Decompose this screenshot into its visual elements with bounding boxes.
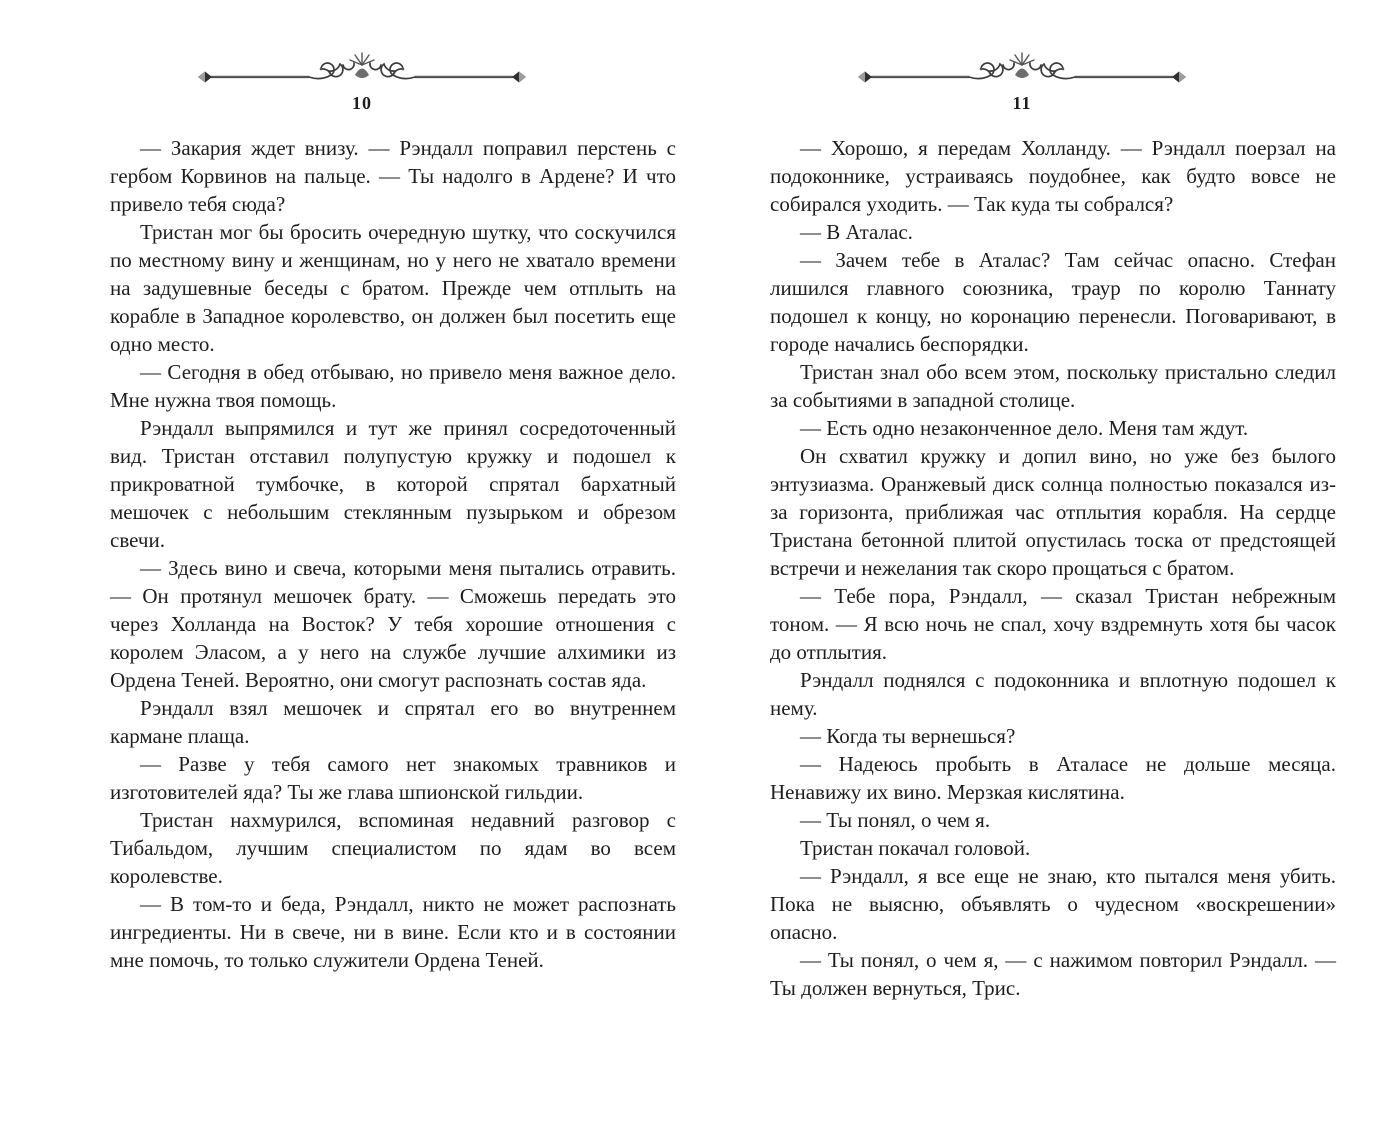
page-number: 11 <box>1012 93 1032 113</box>
paragraph: Он схватил кружку и допил вино, но уже без былого энтузиазма. Оранжевый диск солнца полностью показался из-за горизонта, приближая час отплытия корабля. На сердце Тристана бетонной плитой опустилась тоска от предстоящей встречи и нежелания так скоро прощаться с братом. <box>770 444 1336 580</box>
paragraph: — Рэндалл, я все еще не знаю, кто пытался меня убить. Пока не выясню, объявлять о чудесном «воскрешении» опасно. <box>770 864 1336 944</box>
paragraph: — Хорошо, я передам Холланду. — Рэндалл поерзал на подоконнике, устраиваясь поудобнее, как будто вовсе не собирался уходить. — Так куда ты собрался? <box>770 136 1336 216</box>
paragraph: Тристан мог бы бросить очередную шутку, что соскучился по местному вину и женщинам, но у него не хватало времени на задушевные беседы с братом. Прежде чем отплыть на корабле в Западное королевство, он должен был посетить еще одно место. <box>110 220 676 356</box>
paragraph: — Зачем тебе в Аталас? Там сейчас опасно. Стефан лишился главного союзника, траур по королю Таннату подошел к концу, но коронацию перенесли. Поговаривают, в городе начались беспорядки. <box>770 248 1336 356</box>
page-header <box>197 50 527 113</box>
page-text <box>110 134 676 974</box>
paragraph: Тристан нахмурился, вспоминая недавний разговор с Тибальдом, лучшим специалистом по ядам во всем королевстве. <box>110 808 676 888</box>
paragraph: — Здесь вино и свеча, которыми меня пытались отравить. — Он протянул мешочек брату. — Сможешь передать это через Холланда на Восток? У тебя хорошие отношения с королем Эласом, а у него на службе лучшие алхимики из Ордена Теней. Вероятно, они смогут распознать состав яда. <box>110 556 676 692</box>
page-left <box>110 50 676 974</box>
paragraph: — Когда ты вернешься? <box>800 724 1016 748</box>
paragraph: Рэндалл выпрямился и тут же принял сосредоточенный вид. Тристан отставил полупустую кружку и подошел к прикроватной тумбочке, в которой спрятал бархатный мешочек с небольшим стеклянным пузырьком и обрезом свечи. <box>110 416 676 552</box>
divider-ornament-icon <box>857 50 1187 94</box>
divider-ornament-icon <box>197 50 527 94</box>
page-text <box>770 134 1336 1002</box>
paragraph: — Есть одно незаконченное дело. Меня там ждут. <box>800 416 1249 440</box>
paragraph: Рэндалл поднялся с подоконника и вплотную подошел к нему. <box>770 668 1336 720</box>
page-right <box>770 50 1336 1002</box>
page-header <box>857 50 1187 113</box>
paragraph: Рэндалл взял мешочек и спрятал его во внутреннем кармане плаща. <box>110 696 676 748</box>
paragraph: — Надеюсь пробыть в Аталасе не дольше месяца. Ненавижу их вино. Мерзкая кислятина. <box>770 752 1336 804</box>
paragraph: — Ты понял, о чем я. <box>800 808 991 832</box>
paragraph: — Ты понял, о чем я, — с нажимом повторил Рэндалл. — Ты должен вернуться, Трис. <box>770 948 1336 1000</box>
paragraph: Тристан покачал головой. <box>800 836 1031 860</box>
paragraph: — Сегодня в обед отбываю, но привело меня важное дело. Мне нужна твоя помощь. <box>110 360 676 412</box>
paragraph: — Закария ждет внизу. — Рэндалл поправил перстень с гербом Корвинов на пальце. — Ты надолго в Ардене? И что привело тебя сюда? <box>110 136 676 216</box>
paragraph: Тристан знал обо всем этом, поскольку пристально следил за событиями в западной столице. <box>770 360 1336 412</box>
page-number: 10 <box>352 93 372 113</box>
paragraph: — В Аталас. <box>800 220 913 244</box>
paragraph: — Разве у тебя самого нет знакомых травников и изготовителей яда? Ты же глава шпионской гильдии. <box>110 752 676 804</box>
paragraph: — В том-то и беда, Рэндалл, никто не может распознать ингредиенты. Ни в свече, ни в вине. Если кто и в состоянии мне помочь, то только служители Ордена Теней. <box>110 892 676 972</box>
paragraph: — Тебе пора, Рэндалл, — сказал Тристан небрежным тоном. — Я всю ночь не спал, хочу вздремнуть хотя бы часок до отплытия. <box>770 584 1336 664</box>
